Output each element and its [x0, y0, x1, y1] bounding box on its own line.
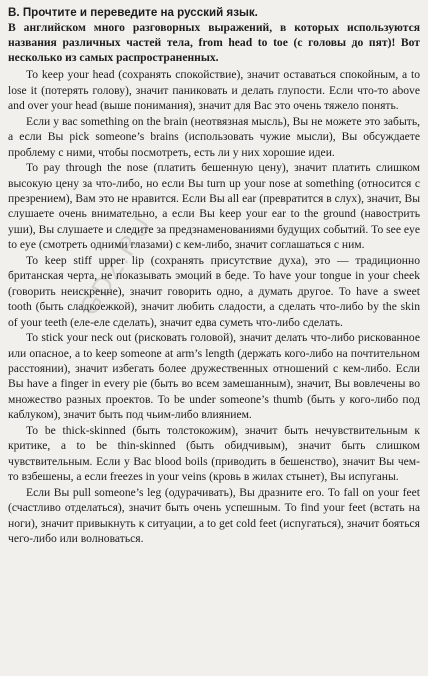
paragraph-leg-feet: Если Вы pull someone’s leg (одурачивать), Вы дразните его. To fall on your feet (счастливо отделаться), значит быть очень успешным. To find your feet (встать на ноги), значит привыкнуть к ситуации, а to get cold feet (испугаться), значит бояться чего-либо или волноваться. — [8, 485, 420, 545]
paragraph-head: To keep your head (сохранять спокойствие), значит оставаться спокойным, а to lose it (потерять голову), значит паниковать и делать глупости. Если что-то above and over your head (выше понимания), значит для Вас это очень тяжело понять. — [8, 68, 420, 113]
paragraph-skin-blood: To be thick-skinned (быть толстокожим), значит быть нечувствительным к критике, а to be thin-skinned (быть обидчивым), значит быть слишком чувствительным. Если у Вас blood boils (приводить в бешенство), значит Вы чем-то взбешены, а если freezes in your veins (кровь в жилах стынет), Вы испуганы. — [8, 423, 420, 484]
exercise-intro: В английском много разговорных выражений, в которых используются названия различных частей тела, from head to toe (с головы до пят)! Вот несколько из самых распространенных. — [8, 21, 420, 64]
exercise-heading: В. Прочтите и переведите на русский язык. — [8, 6, 258, 19]
paragraph-lip-tongue-teeth: To keep stiff upper lip (сохранять присутствие духа), это — традиционно британская черта, не показывать эмоций в беде. To have your tongue in your cheek (говорить неискренне), значит говорить одно, а думать другое. To have a sweet tooth (быть сладкоежкой), значит любить сладости, а сделать что-либо by the skin of your teeth (еле-еле сделать), значит едва суметь что-либо сделать. — [8, 253, 420, 329]
paragraph-neck-arm-finger-thumb: To stick your neck out (рисковать головой), значит делать что-либо рискованное или опасное, а to keep someone at arm’s length (держать кого-либо на почтительном расстоянии), значит избегать более дружественных отношений с кем-либо. Если Вы have a finger in every pie (быть во всем замешанным), значит, Вы вовлечены во множество разных проектов. To be under someone’s thumb (быть у кого-либо под каблуком), значит быть под чьим-либо влиянием. — [8, 331, 420, 422]
paragraph-brain: Если у вас something on the brain (неотвязная мысль), Вы не можете это забыть, а если Вы pick someone’s brains (использовать чужие мысли), Вы обсуждаете проблему с ними, чтобы посмотреть, есть ли у них хорошие идеи. — [8, 114, 420, 159]
paragraph-nose-ear-eye: To pay through the nose (платить бешенную цену), значит платить слишком высокую цену за что-либо, но если Вы turn up your nose at something (относится с презрением), Вам это не нравится. Если Вы all ear (превратится в слух), значит, Вы слушаете очень внимательно, а если Вы keep your ear to the ground (навострить уши), Вы слушаете и следите за предзнаменованиями будущих событий. To see eye to eye (смотреть одними глазами) с кем-либо, значит соглашаться с ним. — [8, 161, 420, 252]
watermark: GDZ.RU — [73, 209, 158, 321]
